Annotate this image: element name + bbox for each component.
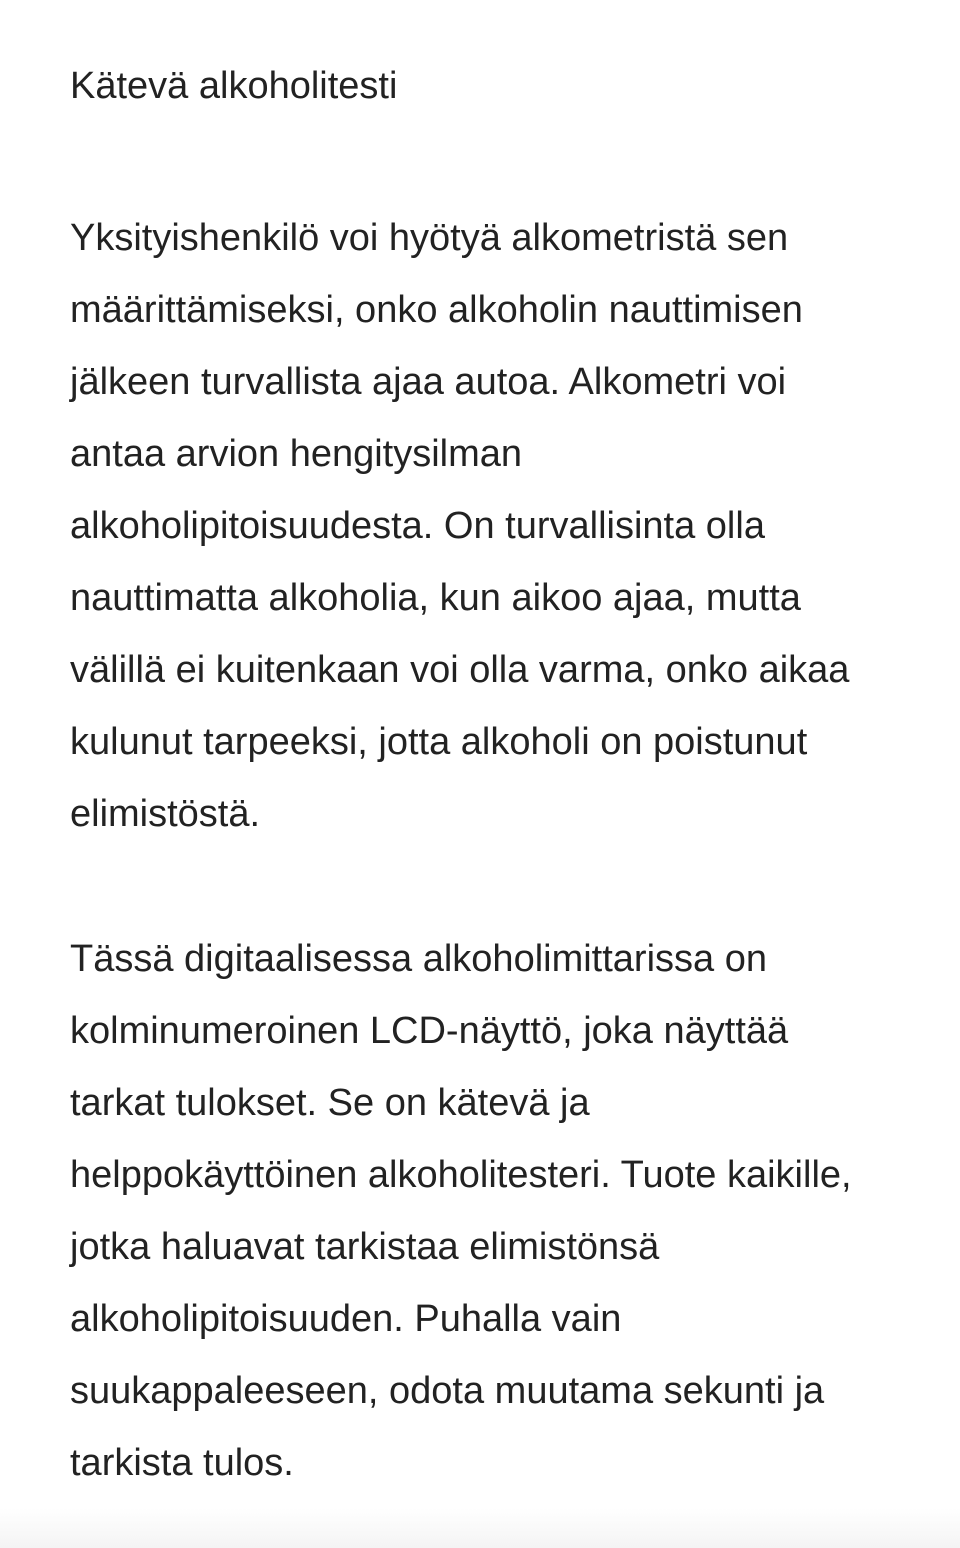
article-paragraph-1 bbox=[70, 202, 960, 850]
article-title: Kätevä alkoholitesti bbox=[70, 65, 398, 107]
paragraph-line: kulunut tarpeeksi, jotta alkoholi on poistunut bbox=[70, 721, 808, 763]
paragraph-line: jotka haluavat tarkistaa elimistönsä bbox=[70, 1226, 660, 1268]
article-paragraph-2 bbox=[70, 923, 960, 1499]
paragraph-line: määrittämiseksi, onko alkoholin nauttimisen bbox=[70, 289, 803, 331]
paragraph-line: helppokäyttöinen alkoholitesteri. Tuote kaikille, bbox=[70, 1154, 852, 1196]
paragraph-line: elimistöstä. bbox=[70, 793, 261, 835]
paragraph-line: suukappaleeseen, odota muutama sekunti ja bbox=[70, 1370, 825, 1412]
paragraph-line: Tässä digitaalisessa alkoholimittarissa on bbox=[70, 938, 767, 980]
bottom-shadow bbox=[0, 1508, 960, 1548]
paragraph-line: kolminumeroinen LCD-näyttö, joka näyttää bbox=[70, 1010, 789, 1052]
paragraph-line: alkoholipitoisuudesta. On turvallisinta olla bbox=[70, 505, 765, 547]
paragraph-line: jälkeen turvallista ajaa autoa. Alkometri voi bbox=[70, 361, 787, 403]
paragraph-line: välillä ei kuitenkaan voi olla varma, onko aikaa bbox=[70, 649, 850, 691]
paragraph-line: tarkat tulokset. Se on kätevä ja bbox=[70, 1082, 590, 1124]
paragraph-line: alkoholipitoisuuden. Puhalla vain bbox=[70, 1298, 622, 1340]
paragraph-line: nauttimatta alkoholia, kun aikoo ajaa, mutta bbox=[70, 577, 801, 619]
paragraph-line: tarkista tulos. bbox=[70, 1442, 294, 1484]
paragraph-line: Yksityishenkilö voi hyötyä alkometristä sen bbox=[70, 217, 789, 259]
paragraph-line: antaa arvion hengitysilman bbox=[70, 433, 523, 475]
